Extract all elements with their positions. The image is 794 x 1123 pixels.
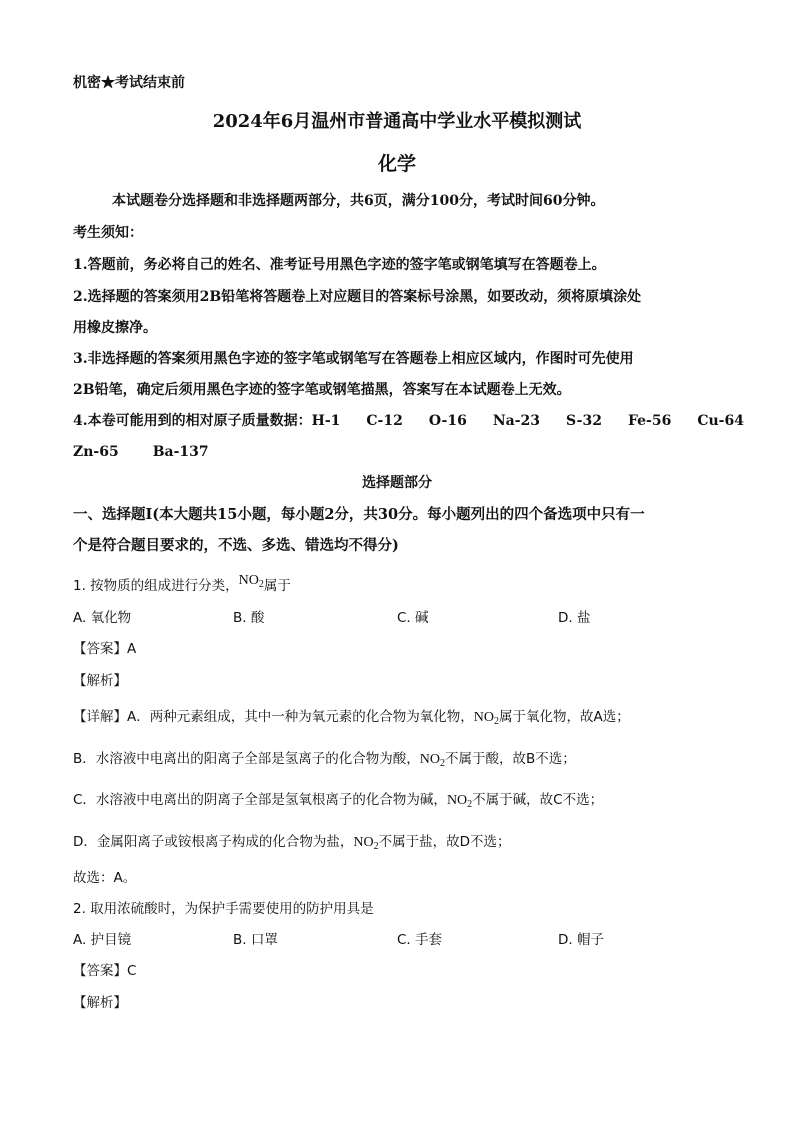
notice-item-1: 1.答题前，务必将自己的姓名、准考证号用黑色字迹的签字笔或钢笔填写在答题卷上。 <box>73 257 606 273</box>
mass-s: S-32 <box>566 413 602 429</box>
q2-option-b: B. 口罩 <box>233 932 278 948</box>
q2-option-a: A. 护目镜 <box>73 932 132 948</box>
notice-item-3-line-1: 3.非选择题的答案须用黑色字迹的签字笔或钢笔写在答题卷上相应区域内，作图时可先使用 <box>73 351 634 367</box>
section-title: 选择题部分 <box>362 475 432 491</box>
confidential-label: 机密★考试结束前 <box>73 75 185 91</box>
no2-formula: $NO_2$ <box>238 573 264 590</box>
q2-answer: 【答案】C <box>73 963 137 979</box>
q1-option-a: A. 氧化物 <box>73 610 132 626</box>
q2-option-d: D. 帽子 <box>558 932 604 948</box>
q1-detail-c: C．水溶液中电离出的阴离子全部是氢氧根离子的化合物为碱，$NO_2$不属于碱，故C不选； <box>73 792 604 810</box>
mass-cu: Cu-64 <box>697 413 744 429</box>
mass-h: H-1 <box>311 413 341 429</box>
mass-ba: Ba-137 <box>152 444 209 460</box>
part1-instructions-line-1: 一、选择题Ⅰ(本大题共15小题，每小题2分，共30分。每小题列出的四个备选项中只有一 <box>73 506 645 523</box>
q1-answer: 【答案】A <box>73 641 137 657</box>
notice-heading: 考生须知： <box>73 225 143 241</box>
q2-option-c: C. 手套 <box>397 932 443 948</box>
notice-item-4 <box>73 411 744 431</box>
q1-detail-b: B．水溶液中电离出的阳离子全部是氢离子的化合物为酸，$NO_2$不属于酸，故B不选； <box>73 751 576 769</box>
q1-conclusion: 故选：A。 <box>73 870 137 886</box>
part1-instructions-line-2: 个是符合题目要求的，不选、多选、错选均不得分) <box>73 537 399 554</box>
q1-detail-d: D．金属阳离子或铵根离子构成的化合物为盐，$NO_2$不属于盐，故D不选； <box>73 834 511 852</box>
no2-formula: $NO_2$ <box>353 835 379 852</box>
mass-o: O-16 <box>428 413 467 429</box>
q1-analysis-tag: 【解析】 <box>73 673 127 689</box>
notice-item-4-continued <box>73 442 209 462</box>
q2-stem: 2. 取用浓硫酸时，为保护手需要使用的防护用具是 <box>73 901 374 917</box>
mass-fe: Fe-56 <box>627 413 672 429</box>
subject-title: 化学 <box>377 153 416 175</box>
mass-na: Na-23 <box>492 413 541 429</box>
q2-analysis-tag: 【解析】 <box>73 995 127 1011</box>
mass-zn: Zn-65 <box>73 444 119 460</box>
notice-item-2-line-1: 2.选择题的答案须用2B铅笔将答题卷上对应题目的答案标号涂黑，如要改动，须将原填涂处 <box>73 289 642 305</box>
no2-formula: $NO_2$ <box>419 752 445 769</box>
notice-item-2-line-2: 用橡皮擦净。 <box>73 320 157 336</box>
no2-formula: $NO_2$ <box>446 793 473 810</box>
q1-option-d: D. 盐 <box>558 610 591 626</box>
notice-item-3-line-2: 2B铅笔，确定后须用黑色字迹的签字笔或钢笔描黑，答案写在本试题卷上无效。 <box>73 382 571 398</box>
exam-title: 2024年6月温州市普通高中学业水平模拟测试 <box>212 111 582 132</box>
q1-option-b: B. 酸 <box>233 610 265 626</box>
intro-text: 本试题卷分选择题和非选择题两部分，共6页，满分100分，考试时间60分钟。 <box>112 193 605 209</box>
no2-formula: $NO_2$ <box>473 710 499 727</box>
q1-option-c: C. 碱 <box>397 610 429 626</box>
q1-stem: 1. 按物质的组成进行分类，$NO_2$属于 <box>73 573 291 594</box>
mass-c: C-12 <box>366 413 403 429</box>
q1-detail-a: 【详解】A．两种元素组成，其中一种为氧元素的化合物为氧化物，$NO_2$属于氧化物，故A选； <box>73 709 630 727</box>
notice-item-4-prefix: 4.本卷可能用到的相对原子质量数据： <box>73 413 312 429</box>
